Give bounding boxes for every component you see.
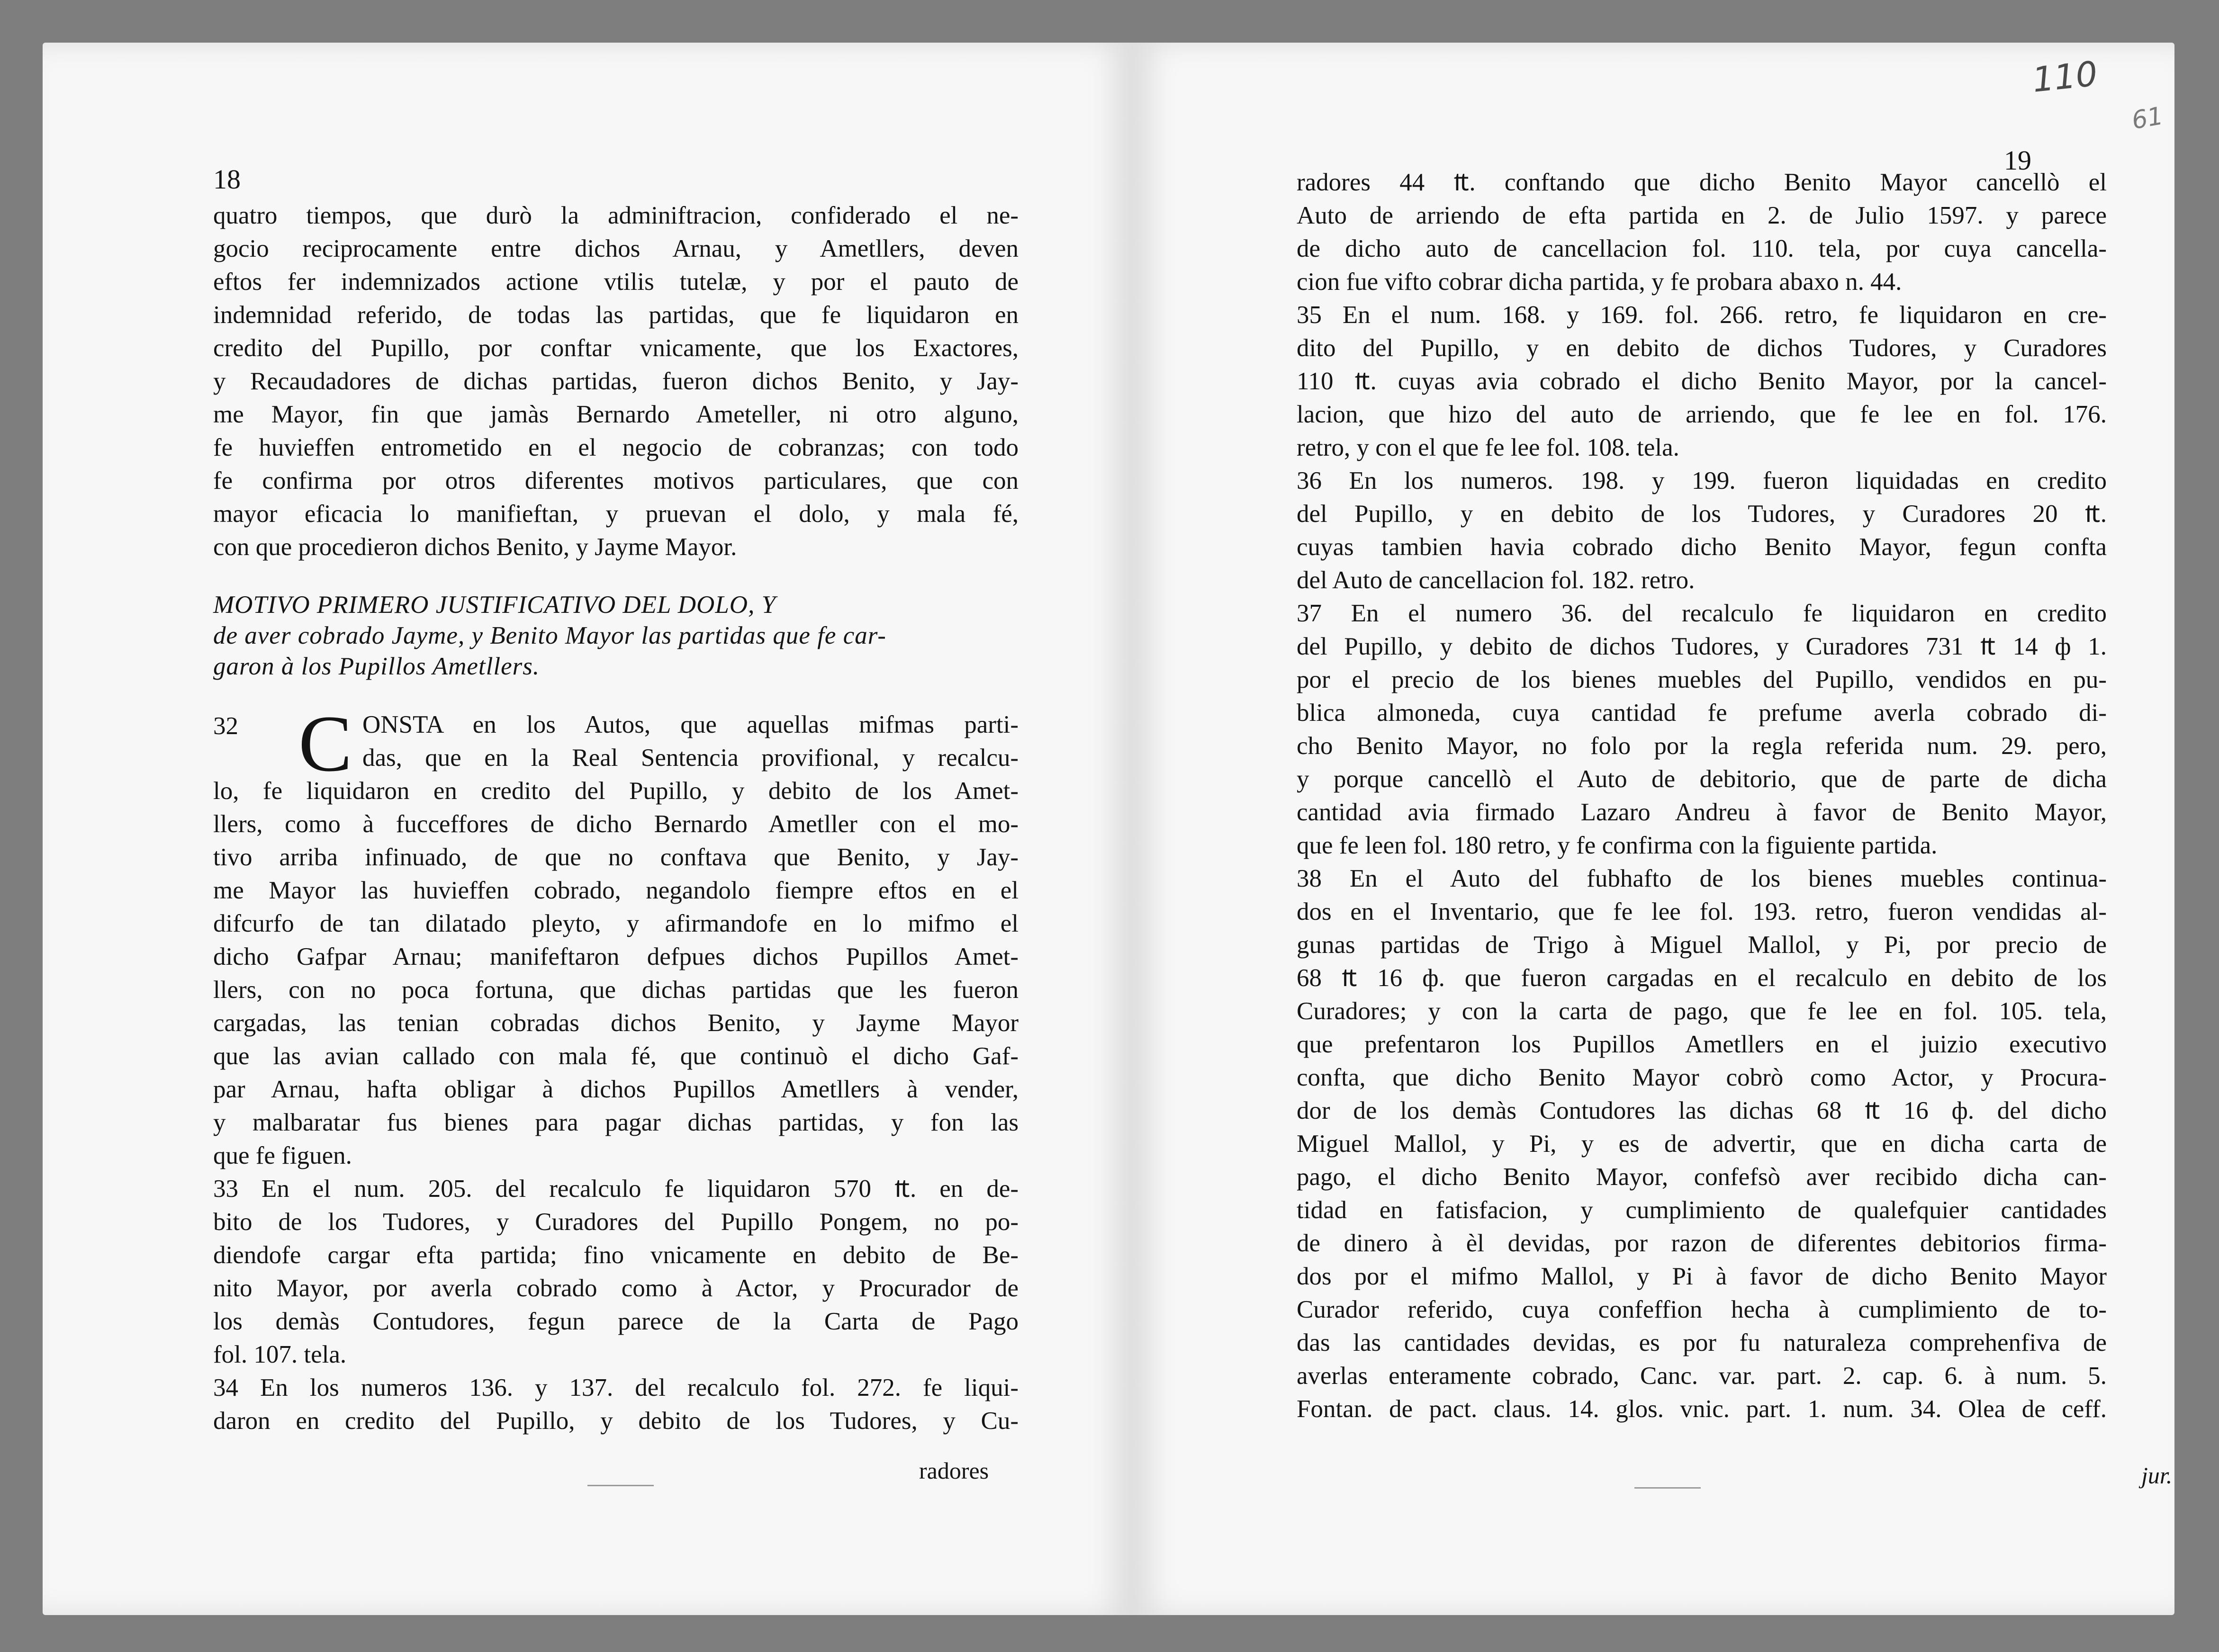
text-line: bito de los Tudores, y Curadores del Pupillo Pongem, no po- bbox=[213, 1208, 1019, 1236]
paragraph-34 bbox=[213, 1371, 1019, 1437]
heading-line: garon à los Pupillos Ametllers. bbox=[213, 653, 540, 680]
folio-secondary: 61 bbox=[2129, 101, 2165, 135]
text-line: dos en el Inventario, que fe lee fol. 193. retro, fueron vendidas al- bbox=[1297, 898, 2107, 925]
text-line: 34 En los numeros 136. y 137. del recalculo fol. 272. fe liqui- bbox=[213, 1374, 1019, 1401]
text-line: dito del Pupillo, y en debito de dichos Tudores, y Curadores bbox=[1297, 334, 2107, 362]
text-line: me Mayor las huvieffen cobrado, negandolo fiempre eftos en el bbox=[213, 877, 1019, 904]
text-line: difcurfo de tan dilatado pleyto, y afirmandofe en lo mifmo el bbox=[213, 910, 1019, 937]
text-line: radores 44 ₶. conftando que dicho Benito Mayor cancellò el bbox=[1297, 169, 2107, 196]
text-line: cuyas tambien havia cobrado dicho Benito Mayor, fegun confta bbox=[1297, 533, 2107, 561]
text-line: par Arnau, hafta obligar à dichos Pupillos Ametllers à vender, bbox=[213, 1076, 1019, 1103]
text-line: das, que en la Real Sentencia provifional, y recalcu- bbox=[362, 744, 1019, 772]
text-line: que fe leen fol. 180 retro, y fe confirma con la figuiente partida. bbox=[1297, 832, 1938, 859]
right-page bbox=[1132, 43, 2174, 1615]
text-line: 37 En el numero 36. del recalculo fe liquidaron en credito bbox=[1297, 600, 2107, 627]
text-line: credito del Pupillo, por conftar vnicamente, que los Exactores, bbox=[213, 334, 1019, 362]
intro-paragraph bbox=[213, 199, 1019, 564]
text-line: me Mayor, fin que jamàs Bernardo Ameteller, ni otro alguno, bbox=[213, 401, 1019, 428]
text-line: nito Mayor, por averla cobrado como à Actor, y Procurador de bbox=[213, 1275, 1019, 1302]
text-line: daron en credito del Pupillo, y debito de los Tudores, y Cu- bbox=[213, 1407, 1019, 1435]
catchword-right: jur. bbox=[2141, 1462, 2173, 1489]
text-line: del Pupillo, y debito de dichos Tudores, y Curadores 731 ₶ 14 ф 1. bbox=[1297, 633, 2107, 660]
text-line: confta, que dicho Benito Mayor cobrò como Actor, y Procura- bbox=[1297, 1064, 2107, 1091]
text-line: dicho Gafpar Arnau; manifeftaron defpues dichos Pupillos Amet- bbox=[213, 943, 1019, 970]
text-line: quatro tiempos, que durò la adminiftracion, confiderado el ne- bbox=[213, 202, 1019, 229]
motive-heading bbox=[213, 590, 1019, 682]
text-line: diendofe cargar efta partida; fino vnicamente en debito de Be- bbox=[213, 1241, 1019, 1269]
ornament-rule-left bbox=[587, 1485, 654, 1486]
text-line: fe confirma por otros diferentes motivos particulares, que con bbox=[213, 467, 1019, 494]
text-line: y malbaratar fus bienes para pagar dichas partidas, y fon las bbox=[213, 1109, 1019, 1136]
text-line: 68 ₶ 16 ф. que fueron cargadas en el recalculo en debito de los bbox=[1297, 964, 2107, 992]
paragraph-number-32: 32 bbox=[213, 712, 238, 740]
text-line: de dinero à èl devidas, por razon de diferentes debitorios firma- bbox=[1297, 1230, 2107, 1257]
text-line: 36 En los numeros. 198. y 199. fueron liquidadas en credito bbox=[1297, 467, 2107, 494]
text-line: tidad en fatisfacion, y cumplimiento de qualefquier cantidades bbox=[1297, 1196, 2107, 1224]
text-line: lo, fe liquidaron en credito del Pupillo, y debito de los Amet- bbox=[213, 777, 1019, 805]
text-line: por el precio de los bienes muebles del Pupillo, vendidos en pu- bbox=[1297, 666, 2107, 693]
text-line: dor de los demàs Contudores las dichas 68 ₶ 16 ф. del dicho bbox=[1297, 1097, 2107, 1124]
text-line: pago, el dicho Benito Mayor, confefsò aver recibido dicha can- bbox=[1297, 1163, 2107, 1191]
text-line: cantidad avia firmado Lazaro Andreu à favor de Benito Mayor, bbox=[1297, 799, 2107, 826]
text-line: retro, y con el que fe lee fol. 108. tela. bbox=[1297, 434, 1679, 461]
text-line: 33 En el num. 205. del recalculo fe liquidaron 570 ₶. en de- bbox=[213, 1175, 1019, 1203]
text-line: Curador referido, cuya confeffion hecha à cumplimiento de to- bbox=[1297, 1296, 2107, 1323]
paragraph-37 bbox=[1297, 597, 2107, 862]
text-line: del Auto de cancellacion fol. 182. retro. bbox=[1297, 566, 1695, 594]
text-line: das las cantidades devidas, es por fu naturaleza comprehenfiva de bbox=[1297, 1329, 2107, 1356]
text-line: llers, como à fucceffores de dicho Bernardo Ametller con el mo- bbox=[213, 810, 1019, 838]
text-line: gocio reciprocamente entre dichos Arnau, y Ametllers, deven bbox=[213, 235, 1019, 262]
text-line: Auto de arriendo de efta partida en 2. de Julio 1597. y parece bbox=[1297, 202, 2107, 229]
folio-number: 110 bbox=[2030, 54, 2100, 100]
paragraph-38 bbox=[1297, 862, 2107, 1426]
page-number-right: 19 bbox=[2004, 145, 2031, 176]
text-line: y porque cancellò el Auto de debitorio, que de parte de dicha bbox=[1297, 765, 2107, 793]
heading-line: MOTIVO PRIMERO JUSTIFICATIVO DEL DOLO, Y bbox=[213, 591, 776, 619]
text-line: Miguel Mallol, y Pi, y es de advertir, que en dicha carta de bbox=[1297, 1130, 2107, 1158]
continued-paragraph bbox=[1297, 166, 2107, 298]
paragraph-36 bbox=[1297, 464, 2107, 597]
catchword-left: radores bbox=[919, 1457, 989, 1484]
text-line: fe huvieffen entrometido en el negocio de cobranzas; con todo bbox=[213, 434, 1019, 461]
text-line: tivo arriba infinuado, de que no conftava que Benito, y Jay- bbox=[213, 844, 1019, 871]
text-line: Curadores; y con la carta de pago, que fe lee en fol. 105. tela, bbox=[1297, 997, 2107, 1025]
text-line: eftos fer indemnizados actione vtilis tutelæ, y por el pauto de bbox=[213, 268, 1019, 296]
text-line: indemnidad referido, de todas las partidas, que fe liquidaron en bbox=[213, 301, 1019, 329]
text-line: averlas enteramente cobrado, Canc. var. part. 2. cap. 6. à num. 5. bbox=[1297, 1362, 2107, 1390]
text-line: del Pupillo, y en debito de los Tudores, y Curadores 20 ₶. bbox=[1297, 500, 2107, 528]
text-line: que fe figuen. bbox=[213, 1142, 352, 1169]
text-line: lacion, que hizo del auto de arriendo, que fe lee en fol. 176. bbox=[1297, 401, 2107, 428]
text-line: fol. 107. tela. bbox=[213, 1341, 347, 1368]
text-line: llers, con no poca fortuna, que dichas partidas que les fueron bbox=[213, 976, 1019, 1004]
text-line: 38 En el Auto del fubhafto de los bienes muebles continua- bbox=[1297, 865, 2107, 892]
text-line: cion fue vifto cobrar dicha partida, y fe probara abaxo n. 44. bbox=[1297, 268, 1902, 296]
text-line: 110 ₶. cuyas avia cobrado el dicho Benito Mayor, por la cancel- bbox=[1297, 368, 2107, 395]
text-line: cargadas, las tenian cobradas dichos Benito, y Jayme Mayor bbox=[213, 1009, 1019, 1037]
text-line: con que procedieron dichos Benito, y Jayme Mayor. bbox=[213, 533, 737, 561]
page-number-left: 18 bbox=[213, 164, 241, 195]
text-line: los demàs Contudores, fegun parece de la Carta de Pago bbox=[213, 1308, 1019, 1335]
text-line: gunas partidas de Trigo à Miguel Mallol, y Pi, por precio de bbox=[1297, 931, 2107, 959]
text-line: cho Benito Mayor, no folo por la regla referida num. 29. pero, bbox=[1297, 732, 2107, 760]
paragraph-35 bbox=[1297, 298, 2107, 464]
text-line: mayor eficacia lo manifieftan, y pruevan el dolo, y mala fé, bbox=[213, 500, 1019, 528]
text-line: que las avian callado con mala fé, que continuò el dicho Gaf- bbox=[213, 1042, 1019, 1070]
text-line: de dicho auto de cancellacion fol. 110. tela, por cuya cancella- bbox=[1297, 235, 2107, 262]
text-line: ONSTA en los Autos, que aquellas mifmas parti- bbox=[362, 711, 1019, 738]
left-page-text bbox=[213, 199, 1019, 1437]
right-page-text bbox=[1297, 166, 2107, 1426]
paragraph-32 bbox=[213, 699, 1019, 1172]
text-line: y Recaudadores de dichas partidas, fueron dichos Benito, y Jay- bbox=[213, 368, 1019, 395]
heading-line: de aver cobrado Jayme, y Benito Mayor las partidas que fe car- bbox=[213, 622, 886, 649]
ornament-rule-right bbox=[1634, 1487, 1701, 1489]
left-page bbox=[43, 43, 1132, 1615]
text-line: que prefentaron los Pupillos Ametllers en el juizio executivo bbox=[1297, 1031, 2107, 1058]
text-line: dos por el mifmo Mallol, y Pi à favor de dicho Benito Mayor bbox=[1297, 1263, 2107, 1290]
paragraph-33 bbox=[213, 1172, 1019, 1371]
text-line: 35 En el num. 168. y 169. fol. 266. retro, fe liquidaron en cre- bbox=[1297, 301, 2107, 329]
text-line: Fontan. de pact. claus. 14. glos. vnic. part. 1. num. 34. Olea de ceff. bbox=[1297, 1395, 2107, 1423]
drop-capital: C bbox=[298, 699, 352, 788]
text-line: blica almoneda, cuya cantidad fe prefume averla cobrado di- bbox=[1297, 699, 2107, 727]
